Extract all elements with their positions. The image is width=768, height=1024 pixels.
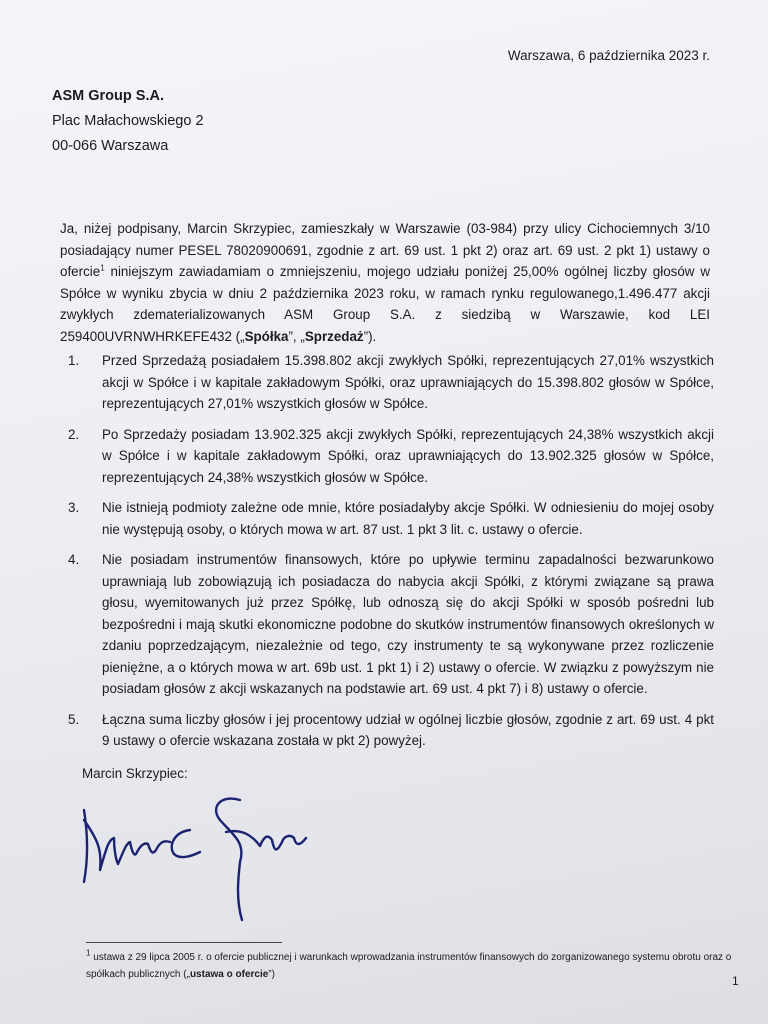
list-item-number: 5. xyxy=(68,711,80,727)
list-item xyxy=(60,549,714,700)
addressee-street: Plac Małachowskiego 2 xyxy=(52,113,204,129)
footnote-text-2: ”) xyxy=(268,969,275,980)
intro-text-4: ”). xyxy=(363,328,377,344)
list-item xyxy=(60,350,714,415)
list-item xyxy=(60,709,714,752)
list-item-text: Przed Sprzedażą posiadałem 15.398.802 akcji zwykłych Spółki, reprezentujących 27,01% wszystkich akcji w Spółce i w kapitale zakładowym Spółki, oraz uprawniających do 15.398.802 głosów w Spółce, reprezentujących 27,01% wszystkich głosów w Spółce. xyxy=(102,353,714,411)
intro-defined-term-1: Spółka xyxy=(244,328,289,344)
list-item-text: Nie istnieją podmioty zależne ode mnie, które posiadałyby akcje Spółki. W odniesieniu do mojej osoby nie występują osoby, o których mowa w art. 87 ust. 1 pkt 3 lit. c. ustawy o ofercie. xyxy=(102,500,714,537)
intro-paragraph xyxy=(60,218,710,347)
handwritten-signature xyxy=(70,780,310,930)
list-item-text: Nie posiadam instrumentów finansowych, które po upływie terminu zapadalności bezwarunkowo uprawniają lub zobowiązują ich posiadacza do nabycia akcji Spółki, z którymi związane są prawa głosu, wyemitowanych już przez Spółkę, lub odnoszą się do akcji Spółki w sposób pośredni lub bezpośredni i mają skutki ekonomiczne podobne do skutków instrumentów finansowych określonych w zdaniu poprzedzającym, niezależnie od tego, czy instrumenty te są wykonywane przez rozliczenie pieniężne, a o których mowa w art. 69b ust. 1 pkt 1) i 2) ustawy o ofercie. W związku z powyższym nie posiadam głosów z akcji wskazanych na podstawie art. 69 ust. 4 pkt 7) i 8) ustawy o ofercie. xyxy=(102,552,714,696)
signer-name: Marcin Skrzypiec: xyxy=(82,766,188,781)
list-item xyxy=(60,424,714,489)
list-item xyxy=(60,497,714,540)
list-item-number: 2. xyxy=(68,426,80,442)
list-item-number: 4. xyxy=(68,552,80,567)
footnote-ref: 1 xyxy=(100,263,105,273)
footnote-defined-term: ustawa o ofercie xyxy=(189,969,269,980)
numbered-list xyxy=(60,350,714,761)
list-item-text: Łączna suma liczby głosów i jej procentowy udział w ogólnej liczbie głosów, zgodnie z art. 69 ust. 4 pkt 9 ustawy o ofercie wskazana została w pkt 2) powyżej. xyxy=(102,711,714,748)
list-item-text: Po Sprzedaży posiadam 13.902.325 akcji zwykłych Spółki, reprezentujących 24,38% wszystkich akcji w Spółce i w kapitale zakładowym Spółki, oraz uprawniających do 13.902.325 głosów w Spółce, reprezentujących 24,38% wszystkich głosów w Spółce. xyxy=(102,426,714,485)
addressee-name: ASM Group S.A. xyxy=(52,88,164,104)
addressee-city: 00-066 Warszawa xyxy=(52,138,169,154)
intro-text-3: ”, „ xyxy=(288,328,305,344)
page-number: 1 xyxy=(732,974,739,988)
footnote xyxy=(86,949,736,983)
intro-text-1: Ja, niżej podpisany, Marcin Skrzypiec, zamieszkały w Warszawie (03-984) przy ulicy Cichociemnych 3/10 posiadający numer PESEL 78020900691, zgodnie z art. 69 ust. 1 pkt 2) oraz art. 69 ust. 2 pkt 1) ustawy o ofercie xyxy=(60,221,710,279)
list-item-number: 1. xyxy=(68,353,80,368)
intro-text-2: niniejszym zawiadamiam o zmniejszeniu, mojego udziału poniżej 25,00% ogólnej liczby głosów w Spółce w wyniku zbycia w dniu 2 października 2023 roku, w ramach rynku regulowanego,1.496.477 akcji zwykłych zdematerializowanych ASM Group S.A. z siedzibą w Warszawie, kod LEI 259400UVRNWHRKEFE432 („ xyxy=(60,264,710,344)
footnote-text-1: ustawa z 29 lipca 2005 r. o ofercie publicznej i warunkach wprowadzania instrumentów finansowych do zorganizowanego systemu obrotu oraz o spółkach publicznych („ xyxy=(86,952,732,980)
list-item-number: 3. xyxy=(68,500,80,515)
intro-defined-term-2: Sprzedaż xyxy=(304,328,364,344)
footnote-number: 1 xyxy=(86,948,91,958)
document-date: Warszawa, 6 października 2023 r. xyxy=(507,48,710,63)
footnote-divider xyxy=(86,942,282,943)
addressee-block xyxy=(52,84,204,159)
